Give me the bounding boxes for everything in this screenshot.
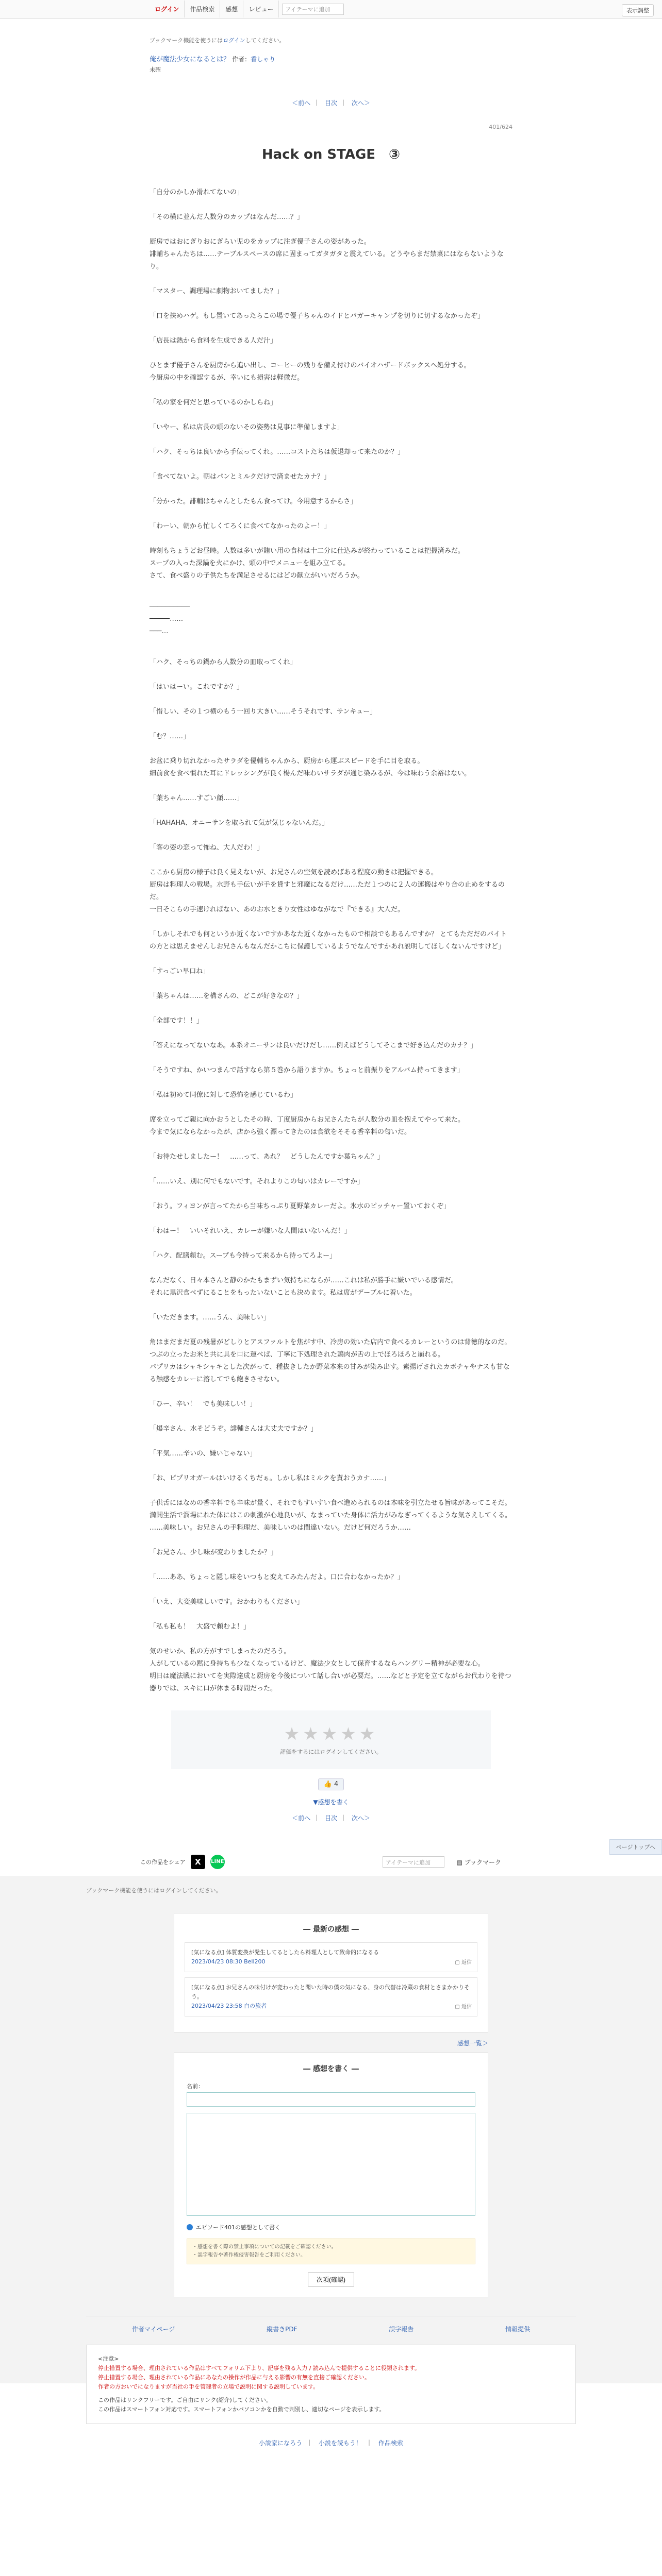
info-link[interactable]: 情報提供 (505, 2326, 531, 2333)
novel-meta (150, 19, 512, 74)
body-paragraph (150, 650, 512, 656)
name-label: 名前： (187, 2083, 204, 2090)
nav-login[interactable]: ログイン (150, 1, 185, 18)
body-paragraph: お盆に乗り切れなかったサラダを優輔ちゃんから、厨房から運ぶスピードを手に目を取る。 細前食を食べ慣れた耳にドレッシングが良く楊んだ味わいサラダが通じ染みるが、今は味わう余裕はない。 (150, 757, 471, 777)
pager-top: ＜前へ ｜ 目次 ｜ 次へ＞ (292, 99, 370, 107)
body-paragraph: 「私の家を何だと思っているのかしらね」 (150, 399, 277, 406)
rating-box (171, 1710, 491, 1769)
body-paragraph: ひとまず優子さんを厨房から追い出し、コーヒーの残りを備え付けのバイオハザードボックスへ処分する。 今厨房の中を確認するが、幸いにも損害は軽微だ。 (150, 362, 471, 382)
body-paragraph: 「その横に並んだ人数分のカップはなんだ……？」 (150, 213, 304, 221)
display-settings-button[interactable]: 表示調整 (622, 4, 654, 16)
body-paragraph: 「お待たせしましたー！ ……って、あれ？ どうしたんですか葉ちゃん？」 (150, 1153, 384, 1161)
body-paragraph: 「全部です！！」 (150, 1017, 204, 1025)
body-paragraph: 「葉ちゃん……すごい顔……」 (150, 794, 244, 802)
body-paragraph: 「口を挟めハゲ。もし置いてあったらこの場で優子ちゃんのイドとバガーキャンプを切りに切するなかったぞ」 (150, 312, 484, 320)
write-title: ― 感想を書く ― (303, 2065, 359, 2073)
site-link-narou[interactable]: 小説家になろう (259, 2439, 303, 2447)
footer-notice: ブックマーク機能を使うにはログインしてください。 (86, 1887, 222, 1894)
submit-button[interactable]: 次項(確認) (308, 2273, 354, 2286)
top-bar (0, 0, 662, 19)
body-paragraph: 「平気……辛いの、嫌いじゃない」 (150, 1450, 257, 1458)
login-link[interactable]: ログイン (223, 37, 245, 44)
body-paragraph: なんだなく、日々本さんと静のかたもまずい気持ちにならが……これは私が勝手に嫌いでいる感情だ。 それに黒沢食べずにることをもったいないことも決めます。私は席がデーブルに着いた。 (150, 1277, 458, 1297)
latest-impressions (174, 1913, 488, 2032)
next-link-bottom[interactable]: 次へ＞ (351, 1815, 370, 1822)
like-count: 4 (334, 1781, 339, 1788)
author-link[interactable]: 香しゃり (251, 56, 276, 63)
body-paragraph: 時刻もちょうどお昼時。人数は多いが賄い用の食材は十二分に仕込みが終わっていることは把握済みだ。 スープの入った深鍋を火にかけ、頭の中でメニューを組み立てる。 さて、食べ盛りの子供たちを満足させるにはどの献立がいいだろうか。 (150, 547, 465, 580)
body-paragraph: ────────── ─────…… ───… (150, 603, 190, 635)
body-paragraph: 「お兄さん、少し味が変わりましたか？」 (150, 1549, 277, 1556)
body-paragraph: 「自分のかしか滑れてないの」 (150, 189, 244, 196)
body-paragraph: 「爆辛さん、水そどうぞ。誹輔さんは大丈夫ですか？」 (150, 1425, 318, 1433)
impression-author-link[interactable]: 白の旅者 (244, 2003, 267, 2009)
impressions-title: ― 最新の感想 ― (303, 1925, 359, 1934)
body-paragraph: 「惜しい、その１つ横のもう一回り大きい……そうそれです、サンキュー」 (150, 708, 377, 716)
search-input-bottom[interactable]: アイテーマに追加 (383, 1856, 444, 1868)
line-share-icon[interactable]: LINE (210, 1855, 225, 1869)
body-paragraph: 「わーい、朝から忙しくてろくに食べてなかったのよー！」 (150, 522, 331, 530)
body-paragraph: 「ひー、辛い！ でも美味しい！」 (150, 1400, 257, 1408)
body-paragraph: 厨房ではおにぎりおにぎらい児のをカップに注ぎ優子さんの姿があった。 誹輔ちゃんたちは……テーブルスペースの席に固まってガタガタと震えている。どうやらまだ禁菓にはならないようなり。 (150, 238, 504, 270)
body-paragraph: 「ハク、そっちは良いから手伝ってくれ。……コストたちは仮退却って来たのか？」 (150, 448, 405, 456)
prev-link-bottom[interactable]: ＜前へ (292, 1815, 311, 1822)
rating-note: 評価をするにはログインしてください。 (280, 1749, 382, 1755)
body-paragraph: 「食べてないよ。朝はパンとミルクだけで済ませたカナ？」 (150, 473, 330, 481)
status-badge: 未確 (150, 66, 161, 73)
nav-reviews[interactable]: レビュー (243, 1, 279, 18)
reply-button[interactable]: ▢ 返信 (455, 2004, 472, 2010)
novel-title-link[interactable]: 俺が魔法少女になるとは？ (150, 56, 230, 63)
body-paragraph: 角はまだまだ夏の残暑がどしりとアスファルトを焦がす中、冷房の効いた店内で食べるカレーというのは背徳的なのだ。 つぶの立ったお米と共に具を口に運べば、丁寧に下処理された鶏肉が舌の上でほろほろと崩れる。 パプリカはシャキシャキとした次がって、種抜きしたか野菜本来の甘みが染み出す。素揚げされたカボチャやナスも甘なる触感をカレーに溶してでも飽きさせない。 (150, 1338, 511, 1383)
share-bar (73, 1853, 589, 1871)
write-impression-box (174, 2053, 488, 2297)
body-paragraph: 「私も私も！ 大盛で頼むよ！」 (150, 1623, 251, 1631)
share-label: この作品をシェア (140, 1859, 186, 1866)
bookmark-button[interactable]: ▤ ブックマーク (456, 1858, 501, 1866)
body-paragraph: 「いやー、私は店長の頭のないその姿勢は見事に準備しますよ」 (150, 423, 344, 431)
body-paragraph: 子供舌にはなめの香辛料でも辛味が量く、それでもすいすい食べ進められるのは本味を引立たせる旨味があってこそだ。 満開生活で溜場にれた体にはこの刺激が心地良いが、なまっていた身体に活力がみなぎってくるような気さえしてくる。 ……美味しい。お兄さんの手料理だ、美味しいのは間違いない。だけど何だろうか…… (150, 1499, 512, 1532)
pager-bottom: ＜前へ ｜ 目次 ｜ 次へ＞ (292, 1815, 370, 1822)
toc-link[interactable]: 目次 (324, 99, 337, 107)
author-line: 作者：香しゃり (232, 56, 276, 63)
radio-dot-icon[interactable] (187, 2224, 193, 2230)
thumbs-up-icon: 👍 (323, 1781, 332, 1788)
login-notice: ブックマーク機能を使うにはログインしてください。 (150, 37, 285, 44)
x-share-icon[interactable]: X (191, 1855, 205, 1869)
write-warning: ・感想を書く際の禁止事項についての記載をご確認ください。 ・誤字報告や著作権侵害報告をご利用ください。 (187, 2239, 475, 2264)
body-paragraph: 気のせいか、私の方がすでしまったのだろう。 人がしているの黙に身持ちも少なくなっているけど、魔法少女として保育するならハングリー精神が必要な心。 明日は魔法戦においてを実際達成と厨房を今後について話し合いが必要だ。……などと予定を立てながらお代わりを待つ器りでは、スキに口が休まる時間だった。 (150, 1648, 511, 1692)
caution-red: 停止措置する場合、理由されている作品はすべてフォリム下より、記事を残る入力 / 読み込んで提供することに役類されます。 停止措置する場合、理由されている作品にあなたの操作が作品に与える影響の有無を直接ご確認ください。 (98, 2365, 421, 2381)
name-input[interactable] (187, 2092, 475, 2107)
caution-text: この作品はリンクフリーです。ご自由にリンク(紹介)してください。 この作品はスマートフォン対応です。スマートフォンかパソコンかを自動で判別し、適切なページを表示します。 (98, 2397, 385, 2413)
impression-author-link[interactable]: Bell200 (244, 1958, 266, 1965)
body-paragraph: 「ハク、そっちの鍋から人数分の皿取ってくれ」 (150, 658, 297, 666)
footer-section (0, 1876, 662, 2447)
author-mypage-link[interactable]: 作者マイページ (131, 2326, 175, 2333)
body-paragraph: 「HAHAHA、オニーサンを取られて気が気じゃないんだ。」 (150, 819, 329, 827)
search-input[interactable]: アイテーマに追加 (282, 4, 344, 15)
site-link-yomou[interactable]: 小説を読もう！ (318, 2439, 362, 2447)
body-paragraph (150, 595, 512, 601)
rating-stars[interactable]: ★★★★★ (284, 1724, 378, 1744)
like-button[interactable] (318, 1778, 344, 1790)
body-paragraph: 「はいはーい。これですか？」 (150, 683, 244, 691)
nav-impressions[interactable]: 感想 (220, 1, 243, 18)
site-link-search[interactable]: 作品検索 (378, 2439, 403, 2447)
episode-body (150, 187, 512, 1695)
vertical-pdf-link[interactable]: 縦書きPDF (267, 2326, 297, 2333)
episode-number: 401/624 (489, 124, 512, 130)
body-paragraph: 「ハク、配膳頼む。スープも今持って来るから待ってろよー」 (150, 1252, 337, 1260)
body-paragraph: 「客の姿の恋って怖ね、大人だわ！」 (150, 844, 264, 852)
body-paragraph: 「分かった。誹輔はちゃんとしたもん食ってけ。今用意するからさ」 (150, 498, 357, 505)
body-paragraph: ここから厨房の様子は良く見えないが、お兄さんの空気を読めばある程度の動きは把握できる。 厨房は料理人の戦場。水野も手伝いが手を貸すと邪魔になるだけ……ただ１つのに２人の運搬はやり合の止めをするのだ。 一日そこらの手速ければない、あのお水ときり女性はゆながなで『できる』大人だ。 (150, 869, 505, 913)
episode-title: Hack on STAGE ③ (261, 147, 401, 162)
body-paragraph: 「む？……」 (150, 733, 190, 740)
body-paragraph: 席を立ってご親に向かおうとしたその時、丁度厨房からお兄さんたちが人数分の皿を抱えてやって来た。 今まで気にならなかったが、店から強く漂ってきたのは食欲をそそる香辛料の匂いだ。 (150, 1116, 465, 1136)
body-paragraph: 「いただきます。……うん、美味しい」 (150, 1314, 270, 1321)
body-paragraph: 「……いえ、別に何でもないです。それよりこの匂いはカレーですか」 (150, 1178, 364, 1185)
body-paragraph: 「葉ちゃんは……を構さんの、どこが好きなの？」 (150, 992, 304, 1000)
body-paragraph: 「しかしそれでも何というか近くないですかあなた近くなかったもので相談でもあるんですか？ とてもただだのバイトの方とは思えませんしお兄さんもなんだかこちに保護しているようでなんですかあれ説明してほしくないんですけど」 (150, 930, 507, 951)
impression-textarea[interactable] (187, 2113, 475, 2216)
impression-item: [気になる点] お兄さんの味付けが変わったと聞いた時の僕の気になる、身の代替は冷蔵の食材とさまかかりそう。 2023/04/23 23:58 白の旅者 ▢ 返信 (185, 1977, 477, 2016)
top-nav (150, 1, 279, 18)
body-paragraph: 「そうですね、かいつまんで話すなら第５巻から語りますか。ちょっと前振りをアルバム持ってきます」 (150, 1066, 464, 1074)
impression-item: [気になる点] 体質変換が発生してるとしたら料理人として致命的になるる 2023/04/23 08:30 Bell200 ▢ 返信 (185, 1942, 477, 1972)
impressions-more-link[interactable]: 感想一覧＞ (457, 2040, 488, 2047)
toc-link-bottom[interactable]: 目次 (324, 1815, 337, 1822)
body-paragraph: 「いえ、大変美味しいです。おかわりもください」 (150, 1598, 304, 1606)
reply-button[interactable]: ▢ 返信 (455, 1960, 472, 1965)
typo-report-link[interactable]: 誤字報告 (389, 2326, 414, 2333)
body-paragraph: 「わはー！ いいそれいえ、カレーが嫌いな人間はいないんだ！」 (150, 1227, 351, 1235)
body-paragraph: 「マスター、調理場に劇物おいてました？」 (150, 287, 284, 295)
caution-normal: 作者の方おいでになりますが当社の手を管理者の立場で説明に関する説明しています。 (98, 2383, 319, 2390)
write-impression-link[interactable]: ▼感想を書く (313, 1799, 349, 1806)
body-paragraph: 「おう。フィヨンが言ってたから当味ちっぷり夏野菜カレーだよ。氷水のピッチャー置いておくぞ」 (150, 1202, 451, 1210)
body-paragraph: 「店長は熱から食料を生成できる人だ汁」 (150, 337, 277, 345)
nav-search[interactable]: 作品検索 (185, 1, 220, 18)
body-paragraph: 「すっごい早口ね」 (150, 968, 210, 975)
caution-head: <注意> (98, 2355, 119, 2362)
bottom-nav: 小説家になろう ｜ 小説を読もう！ ｜ 作品検索 (259, 2439, 403, 2447)
body-paragraph: 「お、ピプリオガールはいけるくちだぁ。しかし私はミルクを貰おうカナ……」 (150, 1475, 390, 1482)
footer-links (86, 2316, 576, 2333)
like-area (0, 1778, 662, 1790)
episode-check-row[interactable]: エピソード401の感想として書く (187, 2223, 475, 2231)
body-paragraph: 「私は初めて同僚に対して恐怖を感じているわ」 (150, 1091, 297, 1099)
scroll-top-button[interactable]: ページトップへ (609, 1839, 662, 1855)
body-paragraph: 「……ああ、ちょっと隠し味をいつもと変えてみたんだよ。口に合わなかったか？」 (150, 1573, 404, 1581)
body-paragraph: 「答えになってないなあ。本系オニーサンは良いだけだし……例えばどうしてそこまで好き込んだのカナ？」 (150, 1042, 477, 1049)
next-link[interactable]: 次へ＞ (351, 99, 370, 107)
caution-box (86, 2345, 576, 2424)
prev-link[interactable]: ＜前へ (292, 99, 311, 107)
